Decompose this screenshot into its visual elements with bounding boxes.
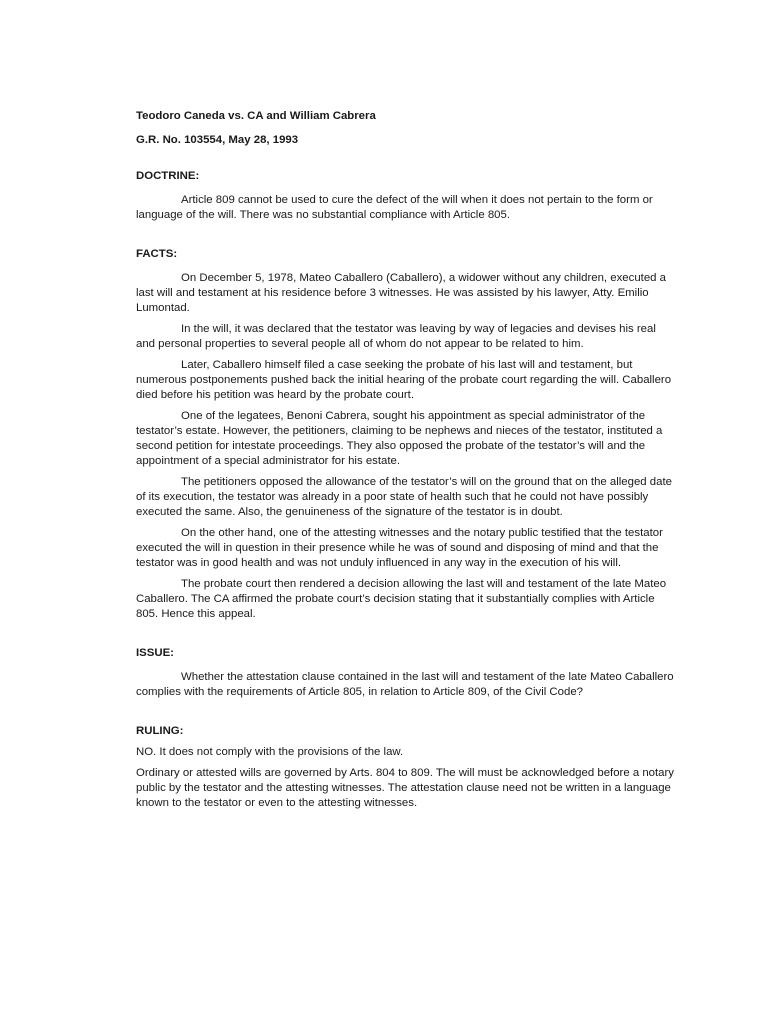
facts-paragraph: On the other hand, one of the attesting witnesses and the notary public testified that the testator executed the will in question in their presence while he was of sound and disposing of mind and that the testator was in good health and was not unduly influenced in any way in the execution of his will. [136,527,663,569]
ruling-text: Ordinary or attested wills are governed by Arts. 804 to 809. The will must be acknowledged before a notary public by the testator and the attesting witnesses. The attestation clause need not be written in a language known to the testator or even to the attesting witnesses. [136,767,674,809]
doctrine-heading: DOCTRINE: [136,170,200,182]
issue-heading: ISSUE: [136,647,174,659]
facts-paragraph: The petitioners opposed the allowance of the testator’s will on the ground that on the alleged date of its execution, the testator was already in a poor state of health such that he could not have possibly executed the same. Also, the genuineness of the signature of the testator is in doubt. [136,476,672,518]
facts-paragraph: On December 5, 1978, Mateo Caballero (Caballero), a widower without any children, executed a last will and testament at his residence before 3 witnesses. He was assisted by his lawyer, Atty. Emilio Lumontad. [136,272,666,314]
facts-heading: FACTS: [136,248,178,260]
facts-paragraph: Later, Caballero himself filed a case seeking the probate of his last will and testament, but numerous postponements pushed back the initial hearing of the probate court regarding the will. Caballero died before his petition was heard by the probate court. [136,359,672,401]
ruling-answer: NO. It does not comply with the provisions of the law. [136,746,404,758]
facts-paragraph: The probate court then rendered a decision allowing the last will and testament of the late Mateo Caballero. The CA affirmed the probate court’s decision stating that it substantially complies with Article 805. Hence this appeal. [136,578,667,620]
facts-paragraph: One of the legatees, Benoni Cabrera, sought his appointment as special administrator of the testator’s estate. However, the petitioners, claiming to be nephews and nieces of the testator, instituted a second petition for intestate proceedings. They also opposed the probate of the testator’s will and the appointment of a special administrator for his estate. [136,410,663,467]
facts-paragraph: In the will, it was declared that the testator was leaving by way of legacies and devises his real and personal properties to several people all of whom do not appear to be related to him. [136,323,656,350]
case-title: Teodoro Caneda vs. CA and William Cabrera [136,110,376,122]
issue-text: Whether the attestation clause contained in the last will and testament of the late Mateo Caballero complies with the requirements of Article 805, in relation to Article 809, of the Civil Code? [136,671,674,698]
case-citation: G.R. No. 103554, May 28, 1993 [136,134,299,146]
doctrine-text: Article 809 cannot be used to cure the defect of the will when it does not pertain to the form or language of the will. There was no substantial compliance with Article 805. [136,194,653,221]
ruling-heading: RULING: [136,725,184,737]
